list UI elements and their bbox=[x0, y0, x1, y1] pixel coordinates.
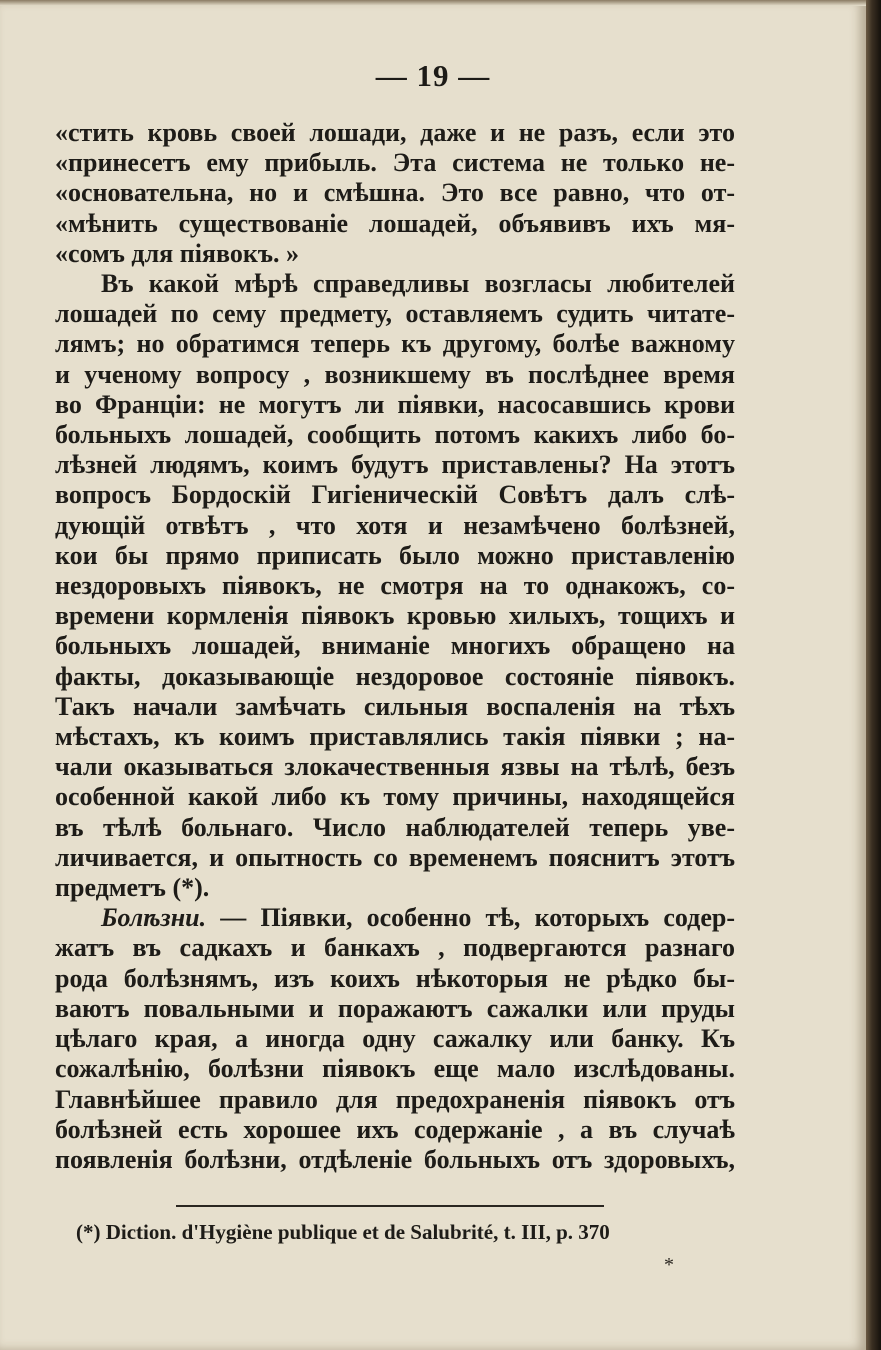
text-line-content: рода болѣзнямъ, изъ коихъ нѣкоторыя не рѣдко бы- bbox=[55, 963, 735, 993]
text-line-content: больныхъ лошадей, сообщить потомъ какихъ либо бо- bbox=[55, 420, 735, 450]
text-line bbox=[55, 843, 735, 873]
text-line-content: болѣзней есть хорошее ихъ содержаніе , а въ случаѣ bbox=[55, 1114, 735, 1144]
text-line-content: «мѣнить существованіе лошадей, объявивъ ихъ мя- bbox=[55, 208, 735, 238]
signature-mark: * bbox=[664, 1254, 674, 1276]
text-line bbox=[55, 1085, 735, 1115]
footnote-rule bbox=[176, 1205, 604, 1207]
text-line-content: Главнѣйшее правило для предохраненія піявокъ отъ bbox=[55, 1084, 735, 1114]
text-line bbox=[55, 480, 735, 510]
page-top-edge bbox=[0, 0, 866, 6]
text-line-content: особенной какой либо къ тому причины, находящейся bbox=[55, 782, 735, 812]
text-line bbox=[55, 209, 735, 239]
text-line-content: Такъ начали замѣчать сильныя воспаленія на тѣхъ bbox=[55, 691, 735, 721]
text-line bbox=[55, 450, 735, 480]
text-line bbox=[55, 692, 735, 722]
text-line bbox=[55, 541, 735, 571]
text-line bbox=[55, 178, 735, 208]
text-line bbox=[55, 782, 735, 812]
text-line-content: въ тѣлѣ больнаго. Число наблюдателей теперь уве- bbox=[55, 812, 735, 842]
text-line bbox=[55, 148, 735, 178]
footnote: (*) Diction. d'Hygiène publique et de Salubrité, t. III, p. 370 bbox=[76, 1220, 610, 1244]
text-line bbox=[55, 239, 735, 269]
text-line-content: — Піявки, особенно тѣ, которыхъ содер- bbox=[206, 903, 735, 933]
text-line bbox=[55, 964, 735, 994]
text-line bbox=[55, 360, 735, 390]
text-line bbox=[55, 903, 735, 933]
text-line-content: «принесетъ ему прибыль. Эта система не только не- bbox=[55, 148, 735, 178]
text-line-content: лѣзней людямъ, коимъ будутъ приставлены? На этотъ bbox=[55, 450, 735, 480]
text-line bbox=[55, 752, 735, 782]
text-line-content: сожалѣнію, болѣзни піявокъ еще мало изслѣдованы. bbox=[55, 1054, 735, 1084]
text-line-content: появленія болѣзни, отдѣленіе больныхъ отъ здоровыхъ, bbox=[55, 1144, 735, 1174]
text-line-content: факты, доказывающіе нездоровое состояніе піявокъ. bbox=[55, 661, 735, 691]
text-line-content: во Франціи: не могутъ ли піявки, насосавшись крови bbox=[55, 389, 735, 419]
text-line-content: «сомъ для піявокъ. » bbox=[55, 238, 299, 268]
text-line bbox=[55, 601, 735, 631]
text-line bbox=[55, 420, 735, 450]
text-line bbox=[55, 631, 735, 661]
text-line-content: дующій отвѣтъ , что хотя и незамѣчено болѣзней, bbox=[55, 510, 735, 540]
text-line-content: «основательна, но и смѣшна. Это все равно, что от- bbox=[55, 178, 735, 208]
text-line-content: цѣлаго края, а иногда одну сажалку или банку. Къ bbox=[55, 1024, 735, 1054]
text-line bbox=[55, 813, 735, 843]
text-line-content: и ученому вопросу , возникшему въ послѣднее время bbox=[55, 359, 735, 389]
text-line-content: ваютъ повальными и поражаютъ сажалки или пруды bbox=[55, 993, 735, 1023]
text-line-content: времени кормленія піявокъ кровью хилыхъ, тощихъ и bbox=[55, 601, 735, 631]
text-line-content: предметъ (*). bbox=[55, 873, 210, 903]
text-line-content: нездоровыхъ піявокъ, не смотря на то однакожъ, со- bbox=[55, 571, 735, 601]
text-line-content: больныхъ лошадей, вниманіе многихъ обращено на bbox=[55, 631, 735, 661]
text-line bbox=[55, 873, 735, 903]
text-line bbox=[55, 299, 735, 329]
text-line-content: мѣстахъ, къ коимъ приставлялись такія піявки ; на- bbox=[55, 722, 735, 752]
text-line bbox=[55, 1145, 735, 1175]
text-line-content: лошадей по сему предмету, оставляемъ судить читате- bbox=[55, 299, 735, 329]
text-line-content: чали оказываться злокачественныя язвы на тѣлѣ, безъ bbox=[55, 752, 735, 782]
text-line bbox=[55, 994, 735, 1024]
text-line-content: кои бы прямо приписать было можно приставленію bbox=[55, 540, 735, 570]
text-line-content: жатъ въ садкахъ и банкахъ , подвергаются разнаго bbox=[55, 933, 735, 963]
text-line bbox=[55, 571, 735, 601]
text-line bbox=[55, 662, 735, 692]
text-line bbox=[55, 722, 735, 752]
text-line bbox=[55, 933, 735, 963]
text-line-content: личивается, и опытность со временемъ пояснитъ этотъ bbox=[55, 842, 735, 872]
section-heading: Болѣзни. bbox=[101, 903, 207, 933]
text-line bbox=[55, 269, 735, 299]
text-line-content: Въ какой мѣрѣ справедливы возгласы любителей bbox=[101, 269, 735, 299]
page-number: — 19 — bbox=[375, 58, 491, 93]
text-line-content: «стить кровь своей лошади, даже и не разъ, если это bbox=[55, 118, 735, 147]
book-binding-edge bbox=[866, 0, 881, 1350]
text-line bbox=[55, 329, 735, 359]
text-line bbox=[55, 390, 735, 420]
body-text bbox=[55, 118, 735, 1175]
text-line bbox=[55, 1054, 735, 1084]
text-line bbox=[55, 118, 735, 148]
text-line bbox=[55, 1024, 735, 1054]
text-line bbox=[55, 1115, 735, 1145]
text-line bbox=[55, 511, 735, 541]
text-line-content: лямъ; но обратимся теперь къ другому, болѣе важному bbox=[55, 329, 735, 359]
text-line-content: вопросъ Бордоскій Гигіеническій Совѣтъ далъ слѣ- bbox=[55, 480, 735, 510]
